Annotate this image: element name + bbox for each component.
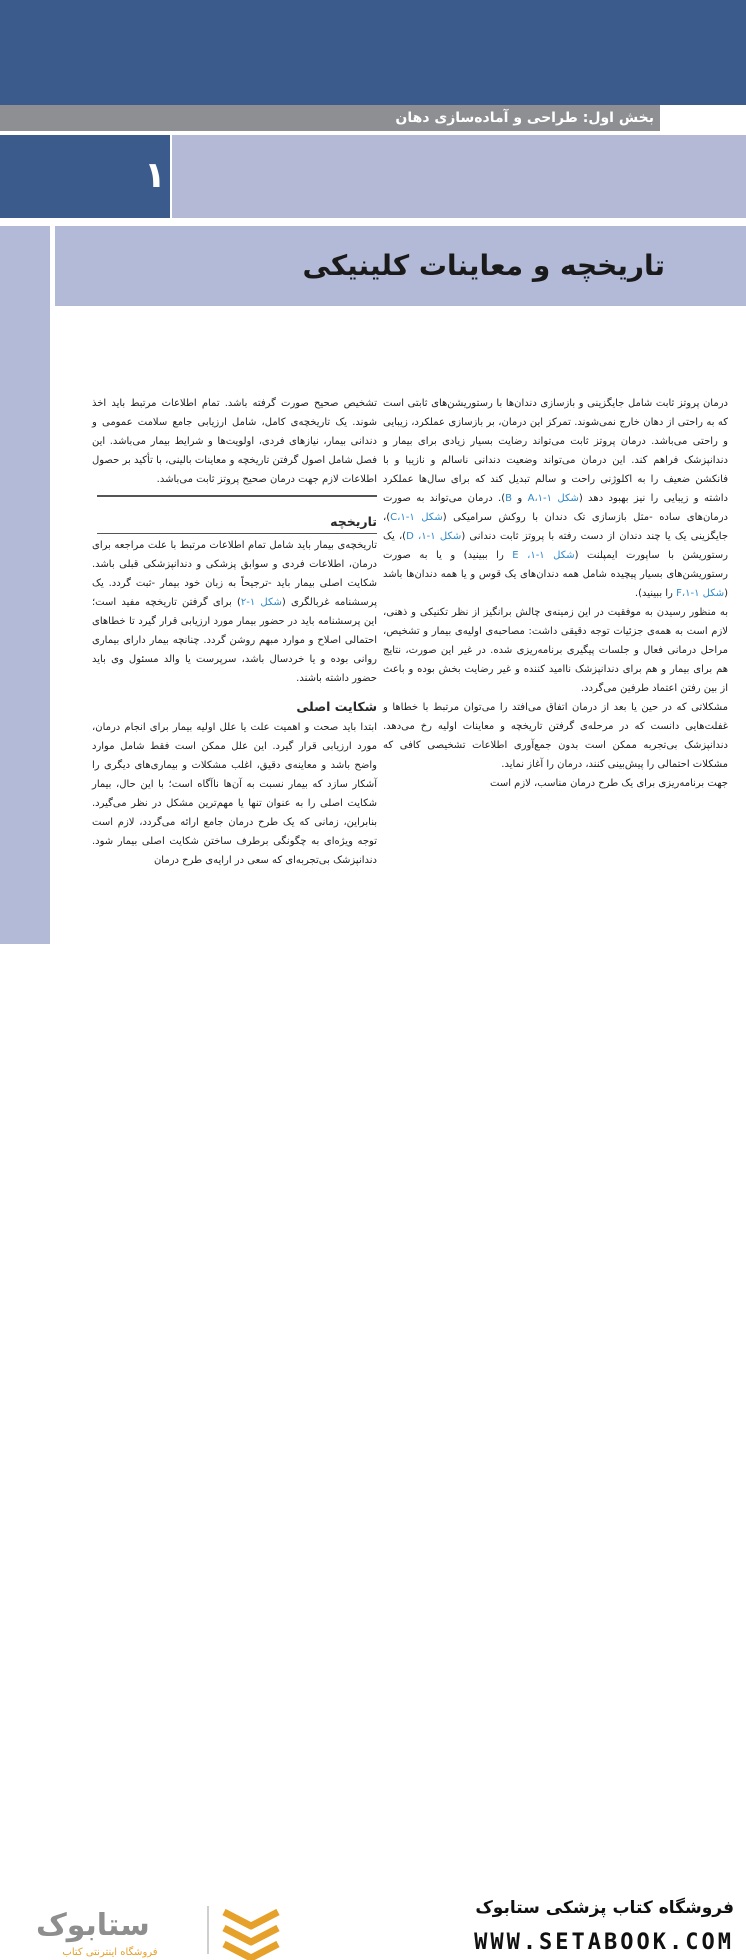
footer-banner bbox=[0, 944, 746, 1958]
setabook-emblem-icon bbox=[216, 1900, 286, 1960]
figure-reference[interactable]: B bbox=[505, 493, 512, 504]
left-margin-strip bbox=[0, 226, 50, 944]
figure-reference[interactable]: شکل ۱-۱، E bbox=[512, 550, 575, 561]
paragraph-problems: مشکلاتی که در حین یا بعد از درمان اتفاق می‌افتد را می‌توان مرتبط با خطاها و غفلت‌هایی دانست که در مرحله‌ی گرفتن تاریخچه و معاینات اولیه رخ می‌دهد. دندانپزشک بی‌تجربه ممکن است بدون جمع‌آوری اطلاعات تشخیصی کافی که مشکلات احتمالی را پیش‌بینی کنند، درمان را آغاز نماید. bbox=[383, 702, 728, 770]
figure-reference[interactable]: شکل ۱-۲ bbox=[240, 597, 282, 608]
paragraph-history bbox=[92, 536, 377, 688]
paragraph-success: به منظور رسیدن به موفقیت در این زمینه‌ی چالش برانگیز از نظر تکنیکی و ذهنی، لازم است به همه‌ی جزئیات توجه دقیقی داشت: مصاحبه‌ی اولیه‌ی بیمار و تشخیص، مراحل درمانی فعال و جلسات پیگیری برنامه‌ریزی شده. در غیر این صورت، نتایج هم برای بیمار و هم برای دندانپزشک ناامید کننده و غیر رضایت بخش بوده و باعث از بین رفتن اعتماد طرفین می‌گردد. bbox=[383, 607, 728, 694]
store-url[interactable]: WWW.SETABOOK.COM bbox=[474, 1930, 734, 1955]
text-run: )، جایگزینی یک یا چند دندان از دست رفته با پروتز ثابت دندانی ( bbox=[383, 512, 728, 542]
paragraph-intro bbox=[383, 394, 728, 603]
part-title: بخش اول: طراحی و آماده‌سازی دهان bbox=[395, 110, 654, 126]
text-run: را ببینید) و یا به صورت رستوریشن‌های بسیار پیچیده شامل همه دندان‌های یک قوس و یا همه دندان‌ها باشد ( bbox=[383, 550, 728, 599]
setabook-logo-wordmark: ستابوک bbox=[36, 1908, 150, 1943]
text-run: تاریخچه‌ی بیمار باید شامل تمام اطلاعات مرتبط با علت مراجعه برای درمان، اطلاعات فردی و سوابق پزشکی و دندانپزشکی قبلی باشد. شکایت اصلی بیمار باید -ترجیحاً به زبان خود بیمار -ثبت گردد. یک پرسشنامه غربالگری ( bbox=[92, 540, 377, 608]
text-run: ). درمان می‌تواند به صورت درمان‌های ساده -مثل بازسازی تک دندان با روکش سرامیکی ( bbox=[383, 493, 728, 523]
logo-divider bbox=[207, 1906, 209, 1954]
figure-reference[interactable]: شکل ۱-۱، D bbox=[406, 531, 462, 542]
setabook-logo-subtitle: فروشگاه اینترنتی کتاب bbox=[62, 1947, 158, 1958]
text-run: ) برای گرفتن تاریخچه مفید است؛ این پرسشنامه باید در حضور بیمار مورد ارزیابی قرار گیرد تا خطاهای احتمالی اصلاح و موارد مبهم روشن گردد. چنانچه بیمار دارای بیماری روانی بوده و یا خردسال باشد، سرپرست یا والد مسئول وی باید حضور داشته باشند. bbox=[92, 597, 377, 684]
text-column-right bbox=[383, 394, 728, 793]
text-run: را ببینید). bbox=[634, 588, 677, 599]
paragraph-diagnosis: تشخیص صحیح صورت گرفته باشد. تمام اطلاعات مرتبط باید اخذ شوند. یک تاریخچه‌ی کامل، شامل ارزیابی جامع سلامت عمومی و دندانی بیمار، نیازهای فردی، اولویت‌ها و شرایط بیمار می‌باشد. این فصل شامل اصول گرفتن تاریخچه و معاینات بالینی، با تأکید بر حصول اطلاعات لازم جهت درمان صحیح پروتز ثابت می‌باشد. bbox=[92, 398, 377, 485]
heading-underline bbox=[97, 533, 377, 535]
figure-reference[interactable]: شکل ۱-۱،A bbox=[527, 493, 579, 504]
text-run: و bbox=[512, 493, 528, 504]
paragraph-chief-complaint: ابتدا باید صحت و اهمیت علت یا علل اولیه بیمار برای انجام درمان، مورد ارزیابی قرار گیرد. این علل ممکن است فقط شامل موارد واضح باشد و معاینه‌ی دقیق، اغلب مشکلات و بیماری‌های دیگری را آشکار سازد که بیمار نسبت به آن‌ها ناآگاه است؛ با این حال، بیمار شکایت اصلی را به عنوان تنها یا مهم‌ترین مشکل در نظر می‌گیرد. بنابراین، زمانی که یک طرح درمان جامع ارائه می‌گردد، لازم است توجه ویژه‌ای به چگونگی برطرف ساختن شکایت اصلی بیمار شود. دندانپزشک بی‌تجربه‌ای که سعی در ارایه‌ی طرح درمان bbox=[92, 722, 377, 866]
figure-reference[interactable]: شکل ۱-۱،C bbox=[390, 512, 443, 523]
store-name: فروشگاه کتاب پزشکی ستابوک bbox=[475, 1898, 734, 1918]
text-column-left bbox=[92, 394, 377, 870]
section-divider bbox=[97, 495, 377, 497]
text-run: درمان پروتز ثابت شامل جایگزینی و بازسازی دندان‌ها با رستوریشن‌های ثابتی است که به راحتی از دهان خارج نمی‌شوند. تمرکز این درمان، بر بازسازی عملکرد، زیبایی و راحتی می‌باشد. درمان پروتز ثابت می‌تواند رضایت بسیار زیادی برای بیمار و دندانپزشک فراهم کند. این درمان می‌تواند وضعیت دندانی ناسالم و نازیبا و با فانکشن ضعیف را به اکلوژنی راحت و سالم تبدیل کند که برای سال‌ها عملکرد داشته و زیبایی را نیز بهبود دهد ( bbox=[383, 398, 728, 504]
figure-reference[interactable]: شکل ۱-۱،F bbox=[676, 588, 725, 599]
header-top-band bbox=[0, 0, 746, 105]
chapter-title: تاریخچه و معاینات کلینیکی bbox=[302, 249, 665, 282]
text-run: )، یک رستوریشن با ساپورت ایمپلنت ( bbox=[383, 531, 728, 561]
chapter-number: ۱ bbox=[144, 155, 166, 196]
heading-history: تاریخچه bbox=[330, 513, 377, 529]
chapter-header-band bbox=[172, 135, 746, 218]
heading-chief-complaint: شکایت اصلی bbox=[296, 699, 377, 714]
paragraph-planning: جهت برنامه‌ریزی برای یک طرح درمان مناسب، لازم است bbox=[490, 778, 728, 789]
